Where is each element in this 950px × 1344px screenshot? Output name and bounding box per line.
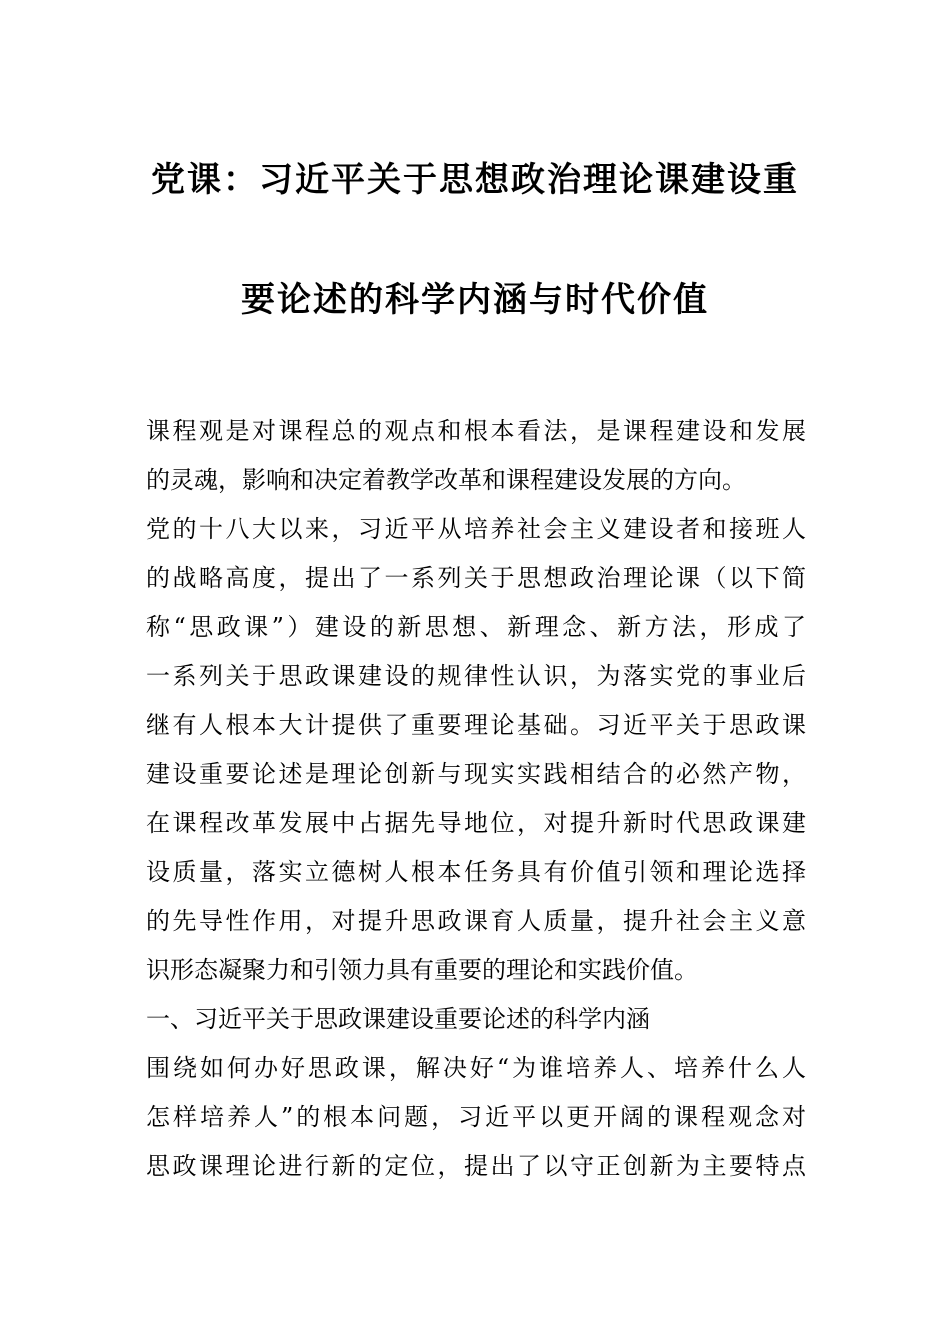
paragraph-line: 怎样培养人”的根本问题，习近平以更开阔的课程观念对 <box>146 1103 806 1131</box>
document-title-line-2: 要论述的科学内涵与时代价值 <box>241 280 709 320</box>
paragraph-line: 识形态凝聚力和引领力具有重要的理论和实践价值。 <box>146 956 698 984</box>
paragraph-line: 设质量，落实立德树人根本任务具有价值引领和理论选择 <box>146 858 806 886</box>
paragraph-line: 的灵魂，影响和决定着教学改革和课程建设发展的方向。 <box>146 466 746 494</box>
paragraph-line: 党的十八大以来，习近平从培养社会主义建设者和接班人 <box>146 515 806 543</box>
paragraph-line: 一系列关于思政课建设的规律性认识，为落实党的事业后 <box>146 662 806 690</box>
section-heading: 一、习近平关于思政课建设重要论述的科学内涵 <box>146 1005 650 1033</box>
paragraph-line: 继有人根本大计提供了重要理论基础。习近平关于思政课 <box>146 711 806 739</box>
paragraph-line: 围绕如何办好思政课，解决好“为谁培养人、培养什么人 <box>146 1054 806 1082</box>
document-title-line-1: 党课：习近平关于思想政治理论课建设重 <box>151 160 799 200</box>
paragraph-line: 思政课理论进行新的定位，提出了以守正创新为主要特点 <box>146 1152 806 1180</box>
paragraph-line: 课程观是对课程总的观点和根本看法，是课程建设和发展 <box>146 417 806 445</box>
paragraph-line: 的战略高度，提出了一系列关于思想政治理论课（以下简 <box>146 564 806 592</box>
paragraph-line: 建设重要论述是理论创新与现实实践相结合的必然产物， <box>146 760 806 788</box>
paragraph-line: 称“思政课”）建设的新思想、新理念、新方法，形成了 <box>146 613 806 641</box>
paragraph-line: 的先导性作用，对提升思政课育人质量，提升社会主义意 <box>146 907 806 935</box>
paragraph-line: 在课程改革发展中占据先导地位，对提升新时代思政课建 <box>146 809 806 837</box>
